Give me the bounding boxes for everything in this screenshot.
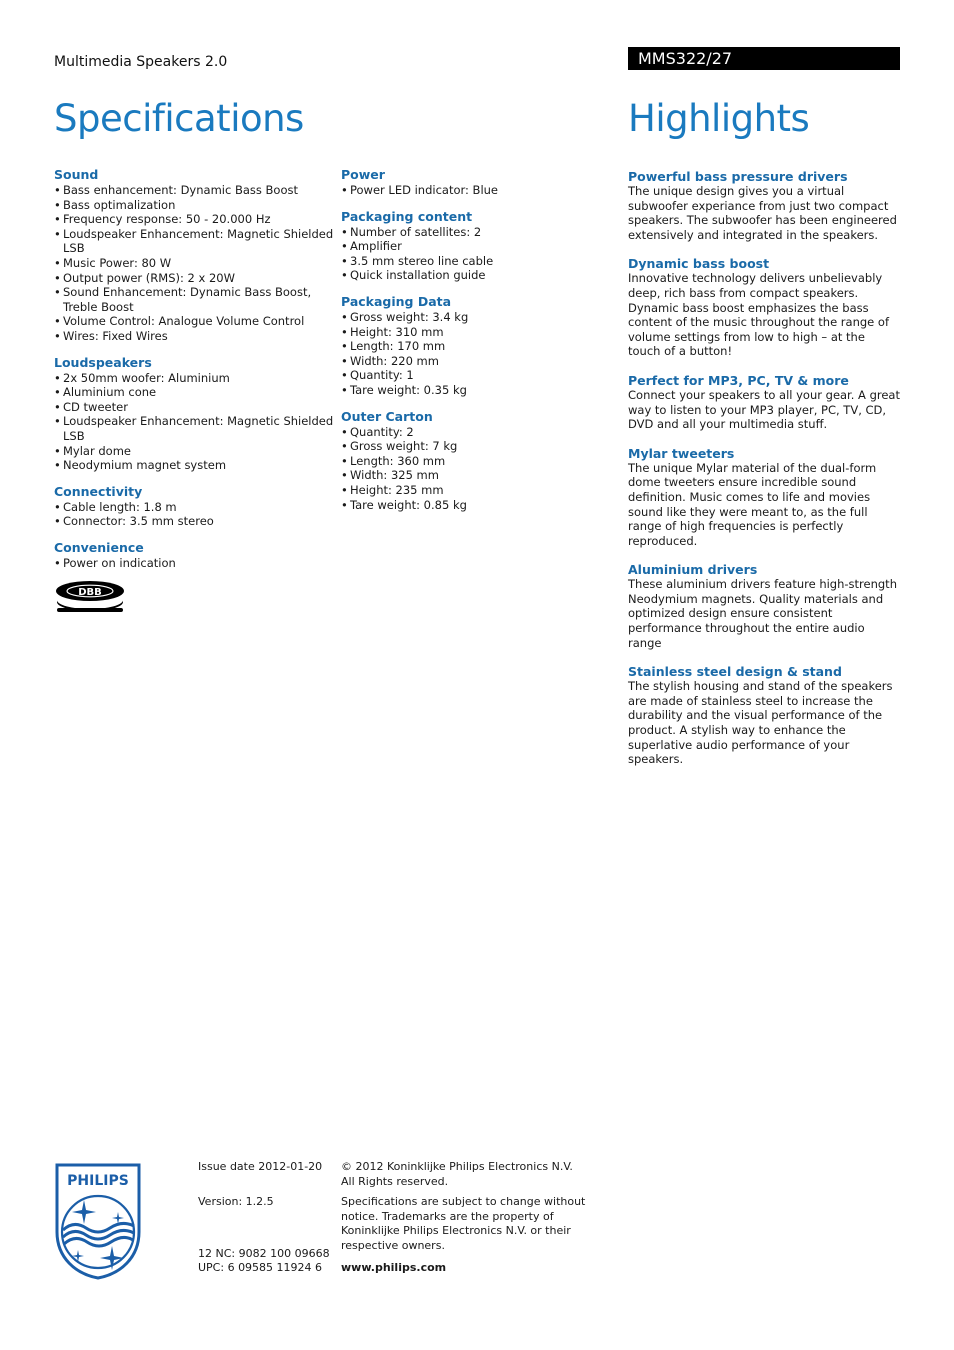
spec-list-item: • Height: 235 mm	[341, 483, 611, 498]
highlight-heading: Mylar tweeters	[628, 445, 735, 461]
highlight-text: Connect your speakers to all your gear. A great way to listen to your MP3 player, PC, TV, CD, DVD and all your multimedia stuff.	[628, 387, 900, 432]
philips-logo-icon	[54, 1162, 142, 1280]
spec-list	[341, 425, 611, 513]
website-link[interactable]: www.philips.com	[341, 1261, 447, 1274]
spec-list-item: • Volume Control: Analogue Volume Control	[54, 314, 334, 329]
spec-list-item: • Quick installation guide	[341, 268, 611, 283]
spec-list-item: • CD tweeter	[54, 400, 334, 415]
spec-list-item: • Amplifier	[341, 239, 611, 254]
spec-list-item: • Connector: 3.5 mm stereo	[54, 514, 334, 529]
spec-list	[54, 183, 334, 344]
spec-list-item: • Bass optimalization	[54, 198, 334, 213]
spec-list-item: • Width: 220 mm	[341, 354, 611, 369]
spec-section-heading: Packaging Data	[341, 293, 452, 309]
issue-date: Issue date 2012-01-20	[198, 1160, 323, 1173]
spec-list	[341, 310, 611, 398]
spec-list-item: • Loudspeaker Enhancement: Magnetic Shielded LSB	[54, 414, 334, 443]
spec-list-item: • Height: 310 mm	[341, 325, 611, 340]
spec-list-item: • Gross weight: 3.4 kg	[341, 310, 611, 325]
philips-brand-text: PHILIPS	[67, 1173, 129, 1189]
specifications-title: Specifications	[54, 97, 304, 140]
spec-section-heading: Power	[341, 167, 385, 182]
spec-list-item: • Gross weight: 7 kg	[341, 439, 611, 454]
model-number-bar: MMS322/27	[628, 47, 900, 70]
spec-list-item: • Mylar dome	[54, 444, 334, 459]
highlight-heading: Aluminium drivers	[628, 562, 758, 578]
copyright-text: © 2012 Koninklijke Philips Electronics N.V.	[341, 1160, 573, 1173]
spec-list-item: • Bass enhancement: Dynamic Bass Boost	[54, 183, 334, 198]
version: Version: 1.2.5	[198, 1195, 274, 1208]
spec-section-heading: Convenience	[54, 539, 144, 555]
spec-list-item: • Music Power: 80 W	[54, 256, 334, 271]
spec-list	[341, 183, 611, 198]
copyright-block	[341, 1160, 601, 1189]
spec-list-item: • Loudspeaker Enhancement: Magnetic Shielded LSB	[54, 227, 334, 256]
spec-list-item: • 2x 50mm woofer: Aluminium	[54, 371, 334, 386]
highlight-text: The unique Mylar material of the dual-form dome tweeters ensure incredible sound definition. Music comes to life and movies sound like they were meant to, as the full range of high frequencies is perfectly reproduced.	[628, 460, 877, 548]
spec-list	[341, 225, 611, 283]
spec-list-item: • Tare weight: 0.35 kg	[341, 383, 611, 398]
spec-section-heading: Connectivity	[54, 483, 143, 499]
spec-list-item: • Number of satellites: 2	[341, 225, 611, 240]
spec-list	[54, 371, 334, 473]
spec-list	[54, 500, 334, 529]
dbb-logo-text: DBB	[78, 587, 102, 598]
product-line: Multimedia Speakers 2.0	[54, 54, 228, 70]
spec-list-item: • Aluminium cone	[54, 385, 334, 400]
spec-list-item: • Length: 360 mm	[341, 454, 611, 469]
highlights-column	[628, 169, 900, 767]
spec-list-item: • Sound Enhancement: Dynamic Bass Boost, Treble Boost	[54, 285, 334, 314]
highlights-title: Highlights	[628, 97, 810, 140]
highlight-heading: Perfect for MP3, PC, TV & more	[628, 372, 849, 388]
spec-section-heading: Packaging content	[341, 208, 473, 224]
spec-list-item: • Output power (RMS): 2 x 20W	[54, 271, 334, 286]
highlight-text: The unique design gives you a virtual subwoofer experiance from just two compact speakers. The subwoofer has been engineered extensively and integrated in the speakers.	[628, 184, 897, 242]
spec-list-item: • Neodymium magnet system	[54, 458, 334, 473]
highlight-heading: Powerful bass pressure drivers	[628, 169, 848, 184]
spec-list-item: • Cable length: 1.8 m	[54, 500, 334, 515]
highlight-text: The stylish housing and stand of the speakers are made of stainless steel to increase the durability and the visual performance of the product. A stylish way to enhance the superlative audio performance of your speakers.	[628, 679, 893, 767]
spec-section-heading: Sound	[54, 167, 99, 182]
spec-section-heading: Loudspeakers	[54, 354, 152, 370]
spec-list-item: • Quantity: 1	[341, 368, 611, 383]
spec-column-2	[341, 167, 611, 512]
disclaimer-text: Specifications are subject to change without notice. Trademarks are the property of Koninklijke Philips Electronics N.V. or their respective owners.	[341, 1195, 586, 1252]
highlight-text: Innovative technology delivers unbelievably deep, rich bass from compact speakers. Dynamic bass boost emphasizes the bass content of the music throughout the range of volume settings from low to high – at the touch of a button!	[628, 271, 889, 359]
spec-list-item: • Power on indication	[54, 556, 334, 571]
highlight-heading: Stainless steel design & stand	[628, 664, 842, 680]
spec-list-item: • Width: 325 mm	[341, 468, 611, 483]
upc-code: UPC: 6 09585 11924 6	[198, 1261, 323, 1274]
spec-list-item: • 3.5 mm stereo line cable	[341, 254, 611, 269]
spec-list-item: • Quantity: 2	[341, 425, 611, 440]
spec-list-item: • Power LED indicator: Blue	[341, 183, 611, 198]
rights-text: All Rights reserved.	[341, 1174, 449, 1188]
spec-list	[54, 556, 334, 571]
spec-column-1	[54, 167, 334, 570]
spec-section-heading: Outer Carton	[341, 408, 433, 424]
highlight-heading: Dynamic bass boost	[628, 256, 770, 272]
highlight-text: These aluminium drivers feature high-strength Neodymium magnets. Quality materials and optimized design ensure consistent performance throughout the entire audio range	[628, 577, 897, 650]
spec-list-item: • Wires: Fixed Wires	[54, 329, 334, 344]
spec-list-item: • Frequency response: 50 - 20.000 Hz	[54, 212, 334, 227]
spec-list-item: • Tare weight: 0.85 kg	[341, 498, 611, 513]
dbb-logo-icon	[55, 578, 125, 614]
twelve-nc-code: 12 NC: 9082 100 09668	[198, 1247, 330, 1260]
spec-list-item: • Length: 170 mm	[341, 339, 611, 354]
